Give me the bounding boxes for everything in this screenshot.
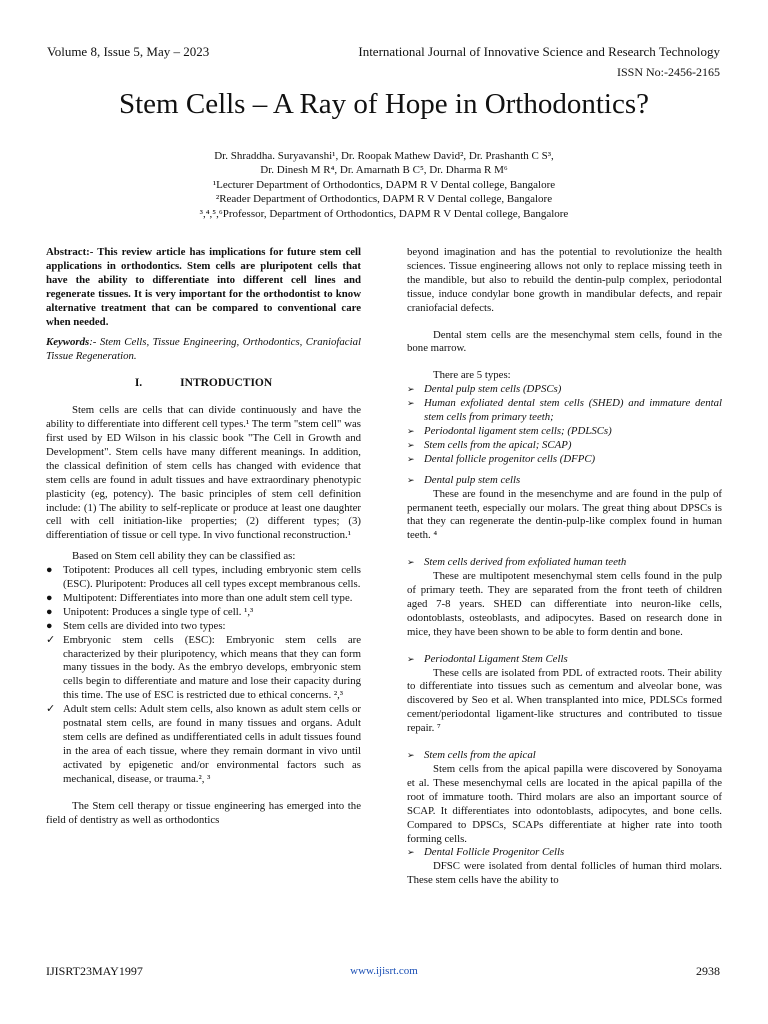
list-item: ➢ Dental follicle progenitor cells (DFPC) — [407, 452, 596, 465]
arrow-bullet-icon: ➢ — [407, 453, 415, 464]
footer-page-number: 2938 — [696, 964, 720, 978]
issn-label: ISSN No:-2456-2165 — [616, 65, 720, 79]
left-column — [46, 246, 361, 827]
intro-paragraph-3: The Stem cell therapy or tissue engineering has emerged into the field of dentistry as well as orthodontics — [46, 799, 361, 826]
keywords — [46, 336, 361, 364]
arrow-bullet-icon: ➢ — [407, 384, 415, 395]
classification-list — [46, 564, 361, 787]
arrow-bullet-icon: ➢ — [407, 439, 415, 450]
author-line-1: Dr. Shraddha. Suryavanshi¹, Dr. Roopak Mathew David², Dr. Prashanth C S³, — [214, 150, 554, 162]
types-intro: There are 5 types: — [433, 369, 511, 382]
arrow-bullet-icon: ➢ — [407, 557, 415, 568]
list-item: ➢ Dental pulp stem cells (DPSCs) — [407, 383, 562, 396]
bullet-icon: ● — [46, 619, 53, 632]
list-item: ● Unipotent: Produces a single type of cell. ¹,³ — [46, 605, 254, 618]
subsection-text-dfpc: DFSC were isolated from dental follicles of human third molars. These stem cells have the ability to — [407, 860, 722, 887]
subsection-heading-shed: ➢ Stem cells derived from exfoliated human teeth — [407, 556, 627, 569]
section-number: I. — [134, 377, 143, 390]
intro-paragraph-1: Stem cells are cells that can divide continuously and have the ability to differentiate into different cell types.¹ The term "stem cell" was first used by ED Wilson in his classic book "The Cell in Growth and Development". Stem cells have many different meanings. In addition, the classical definition of stem cells has changed with evidence that stem cells are found in adult tissues and have extraordinary phenotypic plasticity (eg, potency). The basic principles of stem cell definition include: (1) The ability to self-replicate or produce at least one daughter cell with cell initiation-like properties; (2) different types; (3) differentiation of tissue or cell type. In vivo functional reconstruction.¹ — [46, 404, 361, 542]
affiliation-2: ²Reader Department of Orthodontics, DAPM R V Dental college, Bangalore — [215, 193, 553, 206]
list-item: ✓ Adult stem cells: Adult stem cells, also known as adult stem cells or postnatal stem cells, are found in many tissues and organs. Adult stem cells are defined as undifferentiated cells in adult tissues found in the area of each tissue, where they remain dormant in vivo until activated by epigenetic and/or environmental factors such as mechanical, disease, or trauma.², ³ — [46, 703, 361, 785]
footer-website-link[interactable]: www.ijisrt.com — [350, 965, 418, 977]
arrow-bullet-icon: ➢ — [407, 425, 415, 436]
bullet-icon: ● — [46, 605, 53, 618]
running-header-volume: Volume 8, Issue 5, May – 2023 — [47, 44, 210, 59]
subsection-heading-dfpc: ➢ Dental Follicle Progenitor Cells — [407, 846, 565, 859]
keywords-text: :- Stem Cells, Tissue Engineering, Orthodontics, Craniofacial Tissue Regeneration. — [46, 336, 361, 363]
arrow-bullet-icon: ➢ — [407, 847, 415, 858]
intro-paragraph-2: Based on Stem cell ability they can be classified as: — [72, 550, 296, 563]
footer-article-id: IJISRT23MAY1997 — [46, 964, 143, 978]
subsection-heading-scap: ➢ Stem cells from the apical — [407, 749, 536, 762]
checkmark-icon: ✓ — [46, 633, 56, 646]
subsection-heading-pdlsc: ➢ Periodontal Ligament Stem Cells — [407, 652, 568, 665]
list-item: ➢ Stem cells from the apical; SCAP) — [407, 438, 572, 451]
list-item: ● Stem cells are divided into two types: — [46, 619, 226, 632]
paper-title: Stem Cells – A Ray of Hope in Orthodontics? — [118, 88, 649, 120]
bullet-icon: ● — [46, 564, 53, 577]
arrow-bullet-icon: ➢ — [407, 750, 415, 761]
running-header-journal: International Journal of Innovative Science and Research Technology — [358, 44, 720, 59]
section-heading — [46, 377, 361, 391]
list-item: ● Multipotent: Differentiates into more than one adult stem cell type. — [46, 591, 353, 604]
section-title: INTRODUCTION — [180, 377, 273, 390]
subsection-heading-dpsc: ➢ Dental pulp stem cells — [407, 473, 521, 486]
checkmark-icon: ✓ — [46, 703, 56, 716]
affiliation-1: ¹Lecturer Department of Orthodontics, DAPM R V Dental college, Bangalore — [212, 178, 556, 191]
author-line-2: Dr. Dinesh M R⁴, Dr. Amarnath B C⁵, Dr. Dharma R M⁶ — [260, 164, 508, 177]
list-item: ✓ Embryonic stem cells (ESC): Embryonic stem cells are characterized by their pluripotency, which means that they can form many tissues in the body. As the embryo develops, embryonic stem cells begin to differentiate and mature and lose their capacity during this time. The use of ESC is restricted due to ethical concerns. ²,³ — [46, 633, 361, 702]
right-column — [407, 246, 722, 888]
right-paragraph-1: beyond imagination and has the potential to revolutionize the health sciences. Tissue engineering allows not only to replace missing teeth in the mandible, but also to rebuild the dentin-pulp complex, periodontal tissue, induce condylar bone growth in mandibular defects, and repair craniofacial defects. — [407, 246, 722, 314]
list-item: ● Totipotent: Produces all cell types, including embryonic stem cells (ESC). Pluripotent: Produces all cell types except membranous cells. — [46, 564, 361, 591]
arrow-bullet-icon: ➢ — [407, 474, 415, 485]
right-paragraph-2: Dental stem cells are the mesenchymal stem cells, found in the bone marrow. — [407, 328, 722, 355]
author-block — [0, 149, 768, 221]
abstract: Abstract:- This review article has implications for future stem cell applications in orthodontics. Stem cells are pluripotent cells that have the ability to differentiate into different cell lines and regenerate tissues. It is very important for the orthodontist to know alternative treatment that can be compared to conventional care when needed. — [46, 246, 361, 328]
affiliation-3: ³,⁴,⁵,⁶Professor, Department of Orthodontics, DAPM R V Dental college, Bangalore — [199, 207, 569, 220]
subsection-text-shed: These are multipotent mesenchymal stem cells found in the pulp of primary teeth. They are separated from the front teeth of children aged 7-8 years. SHED can differentiate into neuron-like cells, odontoblasts, osteoblasts, and adipocytes. Based on research done in mice, they have been shown to be able to form dentin and bone. — [407, 570, 722, 638]
arrow-bullet-icon: ➢ — [407, 398, 415, 409]
subsection-text-scap: Stem cells from the apical papilla were discovered by Sonoyama et al. These mesenchymal cells are located in the apical papilla of the root of immature tooth. Third molars are also an important source of SCAP. It differentiates into odontoblasts, adipocytes, and bone cells. Compared to DPSCs, SCAPs differentiate at higher rate into tooth forming cells. — [407, 763, 722, 845]
stem-cell-types-list — [407, 383, 722, 466]
subsection-text-dpsc: These are found in the mesenchyme and are found in the pulp of permanent teeth, especially our molars. The great thing about DPSCs is that they can regenerate the dentin-pulp-like complex found in human teeth. ⁴ — [407, 487, 722, 542]
bullet-icon: ● — [46, 591, 53, 604]
list-item: ➢ Periodontal ligament stem cells; (PDLSCs) — [407, 424, 612, 437]
list-item: ➢ Human exfoliated dental stem cells (SHED) and immature dental stem cells from primary teeth; — [407, 397, 722, 424]
arrow-bullet-icon: ➢ — [407, 653, 415, 664]
keywords-label: Keywords — [46, 336, 90, 349]
subsection-text-pdlsc: These cells are isolated from PDL of extracted roots. Their ability to differentiate into tissues such as cementum and alveolar bone, was discovered by Seo et al. When transplanted into mice, PDLSCs formed cement/periodontal ligament-like structures and contributed to tissue repair. ⁷ — [407, 666, 722, 735]
